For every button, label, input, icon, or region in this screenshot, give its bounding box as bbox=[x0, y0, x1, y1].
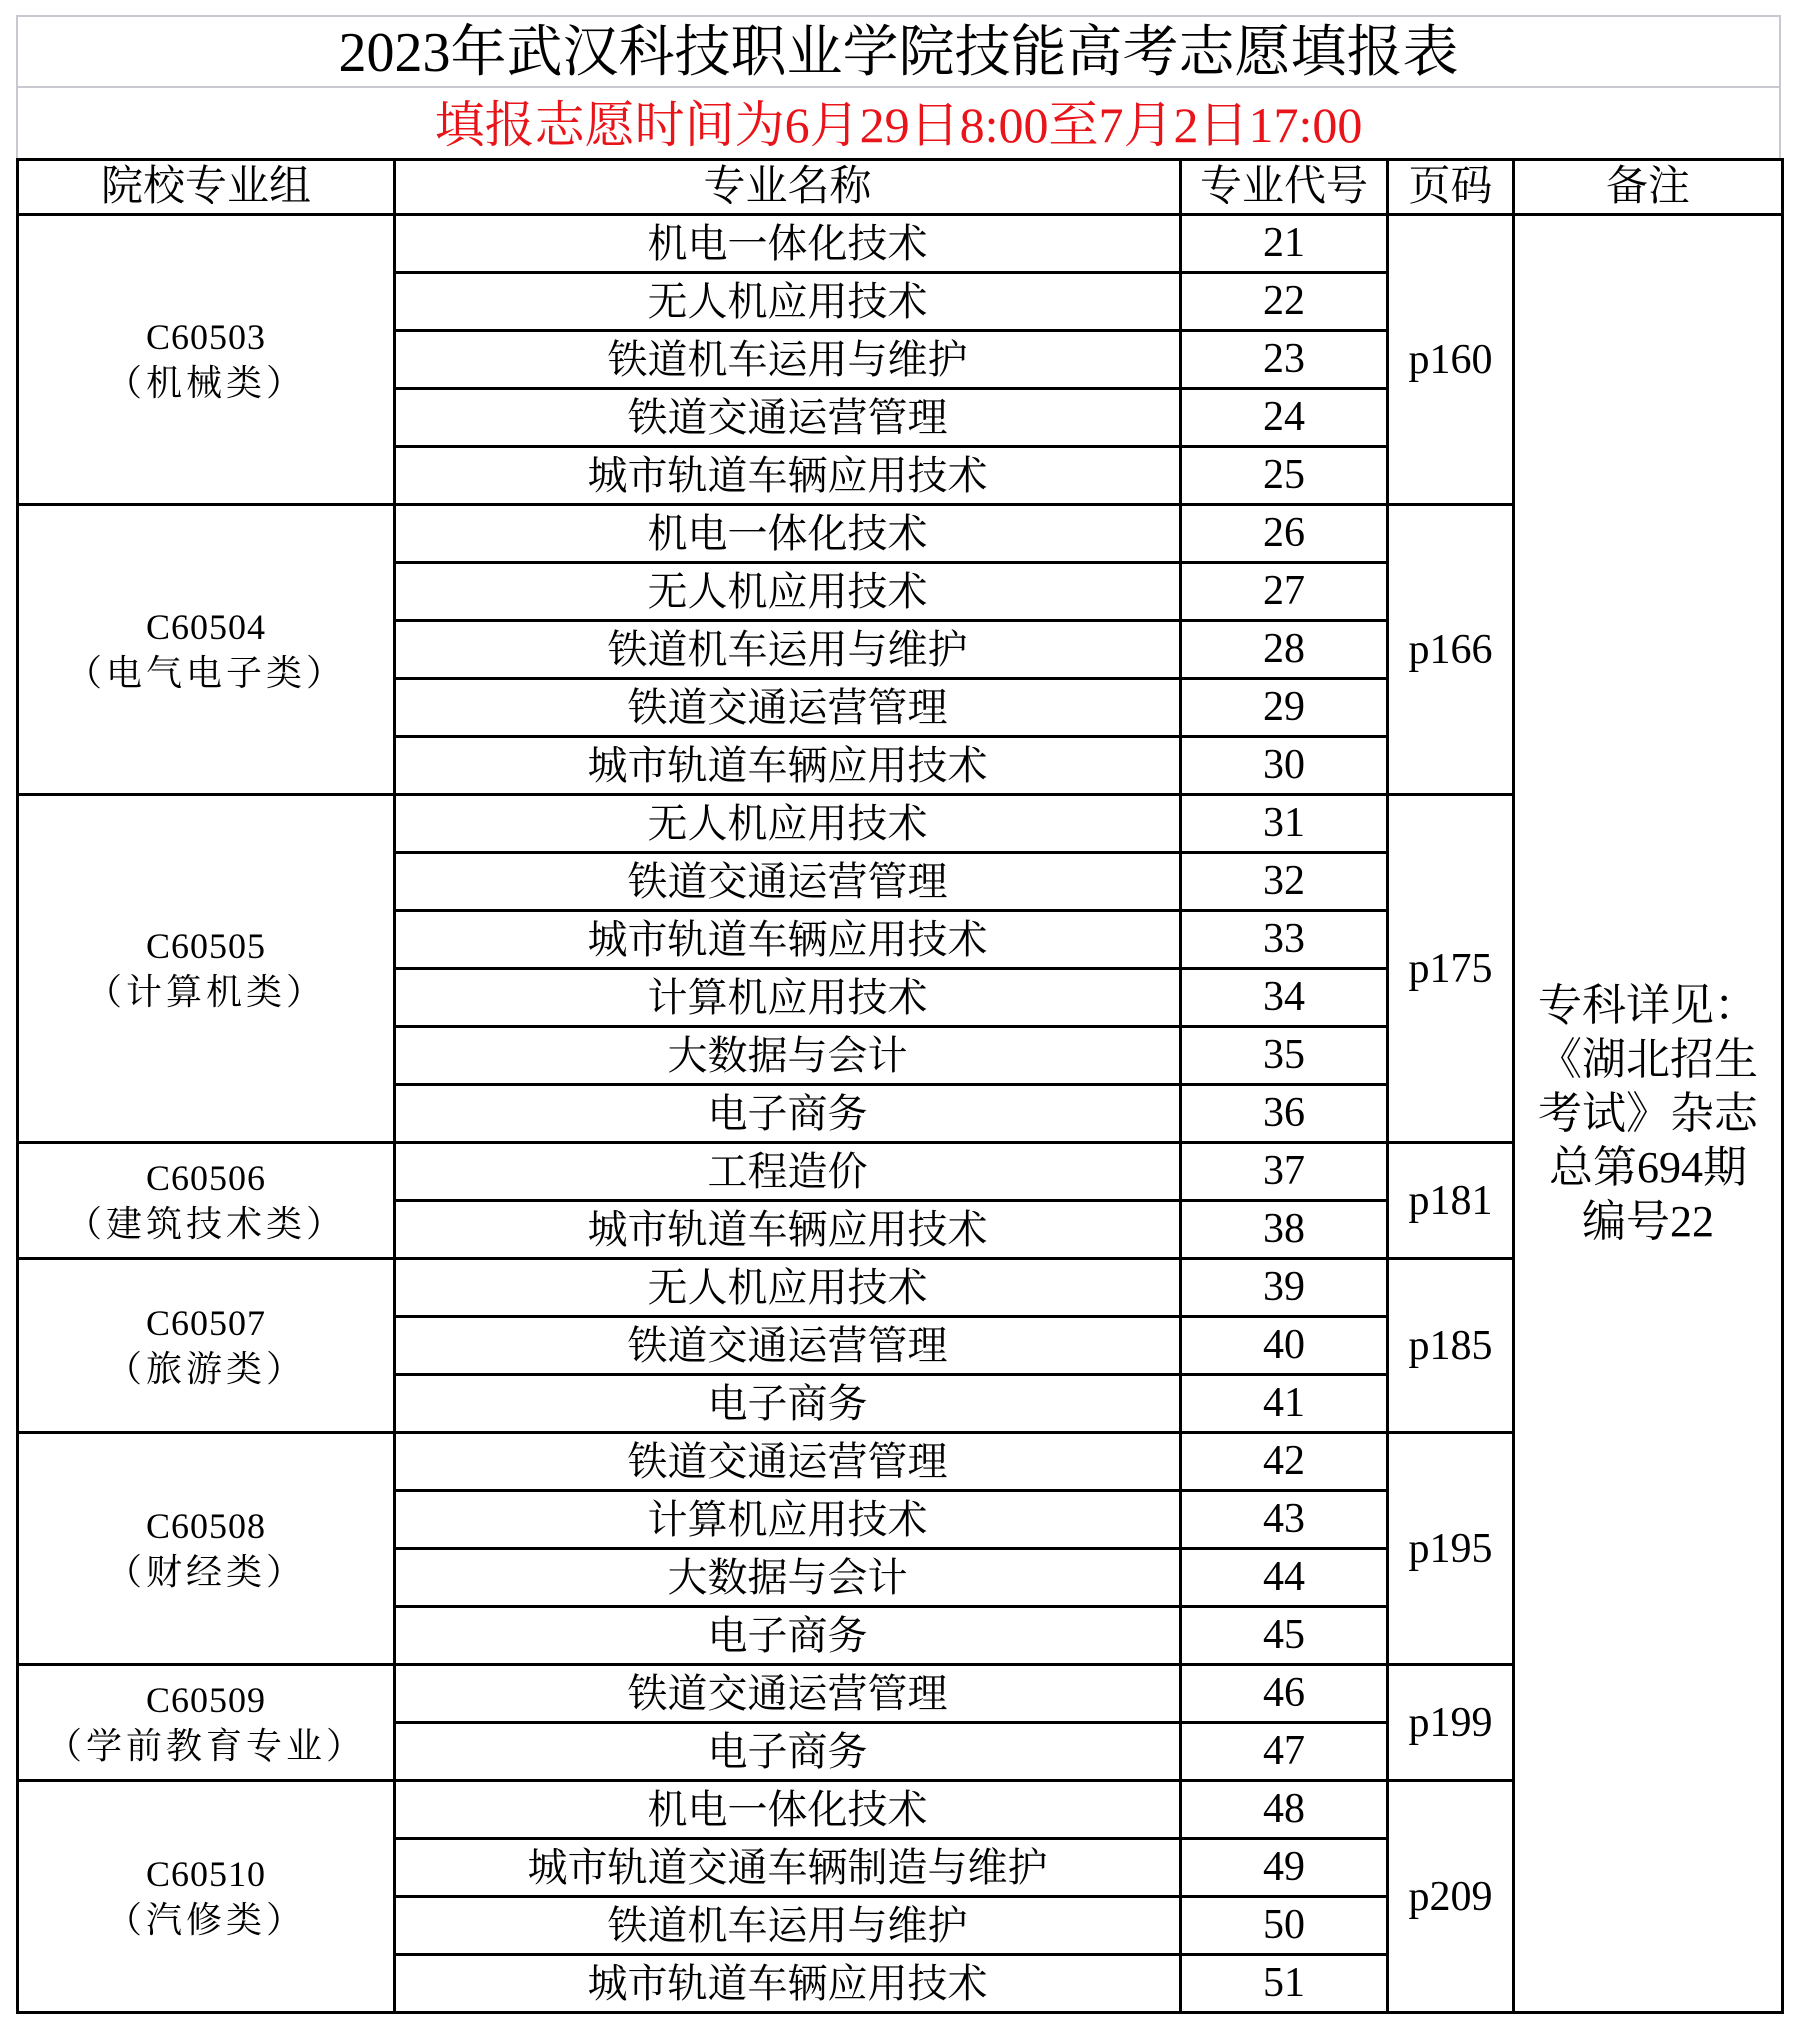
group-cell bbox=[18, 1665, 395, 1781]
major-name: 铁道交通运营管理 bbox=[395, 679, 1181, 737]
majors-table bbox=[16, 158, 1784, 2014]
major-code: 24 bbox=[1181, 389, 1388, 447]
major-name: 机电一体化技术 bbox=[395, 1781, 1181, 1839]
group-cell bbox=[18, 1143, 395, 1259]
major-name: 铁道交通运营管理 bbox=[395, 389, 1181, 447]
major-code: 28 bbox=[1181, 621, 1388, 679]
group-code: C60504 bbox=[145, 606, 266, 647]
header-note: 备注 bbox=[1514, 160, 1783, 215]
major-code: 22 bbox=[1181, 273, 1388, 331]
page-number: p199 bbox=[1388, 1665, 1514, 1781]
major-name: 无人机应用技术 bbox=[395, 795, 1181, 853]
major-name: 城市轨道车辆应用技术 bbox=[395, 1955, 1181, 2013]
major-name: 铁道机车运用与维护 bbox=[395, 621, 1181, 679]
group-code: C60510 bbox=[145, 1853, 266, 1894]
major-code: 29 bbox=[1181, 679, 1388, 737]
major-name: 铁道机车运用与维护 bbox=[395, 331, 1181, 389]
major-code: 38 bbox=[1181, 1201, 1388, 1259]
group-cell bbox=[18, 1781, 395, 2013]
header-major-code: 专业代号 bbox=[1181, 160, 1388, 215]
group-code: C60507 bbox=[145, 1302, 266, 1343]
major-code: 21 bbox=[1181, 215, 1388, 273]
major-code: 26 bbox=[1181, 505, 1388, 563]
table-body bbox=[18, 215, 1783, 2013]
major-name: 铁道机车运用与维护 bbox=[395, 1897, 1181, 1955]
page-number: p195 bbox=[1388, 1433, 1514, 1665]
group-category: （财经类） bbox=[105, 1551, 306, 1592]
group-code: C60503 bbox=[145, 316, 266, 357]
major-name: 无人机应用技术 bbox=[395, 273, 1181, 331]
table-row bbox=[18, 215, 1783, 273]
page-number: p175 bbox=[1388, 795, 1514, 1143]
major-code: 41 bbox=[1181, 1375, 1388, 1433]
major-name: 城市轨道车辆应用技术 bbox=[395, 737, 1181, 795]
major-code: 46 bbox=[1181, 1665, 1388, 1723]
group-cell bbox=[18, 1433, 395, 1665]
major-name: 计算机应用技术 bbox=[395, 1491, 1181, 1549]
major-code: 51 bbox=[1181, 1955, 1388, 2013]
major-code: 25 bbox=[1181, 447, 1388, 505]
major-name: 城市轨道交通车辆制造与维护 bbox=[395, 1839, 1181, 1897]
group-cell bbox=[18, 215, 395, 505]
major-code: 27 bbox=[1181, 563, 1388, 621]
group-cell bbox=[18, 795, 395, 1143]
major-name: 铁道交通运营管理 bbox=[395, 853, 1181, 911]
major-name: 铁道交通运营管理 bbox=[395, 1433, 1181, 1491]
page-number: p160 bbox=[1388, 215, 1514, 505]
major-code: 49 bbox=[1181, 1839, 1388, 1897]
major-name: 无人机应用技术 bbox=[395, 1259, 1181, 1317]
major-code: 42 bbox=[1181, 1433, 1388, 1491]
major-name: 城市轨道车辆应用技术 bbox=[395, 1201, 1181, 1259]
major-name: 电子商务 bbox=[395, 1375, 1181, 1433]
major-code: 34 bbox=[1181, 969, 1388, 1027]
major-name: 城市轨道车辆应用技术 bbox=[395, 911, 1181, 969]
major-code: 48 bbox=[1181, 1781, 1388, 1839]
major-code: 47 bbox=[1181, 1723, 1388, 1781]
major-name: 电子商务 bbox=[395, 1085, 1181, 1143]
major-name: 大数据与会计 bbox=[395, 1027, 1181, 1085]
application-period-notice: 填报志愿时间为6月29日8:00至7月2日17:00 bbox=[16, 88, 1781, 158]
page-number: p185 bbox=[1388, 1259, 1514, 1433]
major-code: 31 bbox=[1181, 795, 1388, 853]
sheet-title: 2023年武汉科技职业学院技能高考志愿填报表 bbox=[16, 15, 1781, 88]
major-code: 23 bbox=[1181, 331, 1388, 389]
major-code: 32 bbox=[1181, 853, 1388, 911]
major-name: 铁道交通运营管理 bbox=[395, 1317, 1181, 1375]
major-code: 45 bbox=[1181, 1607, 1388, 1665]
group-category: （汽修类） bbox=[105, 1899, 306, 1940]
major-code: 50 bbox=[1181, 1897, 1388, 1955]
group-code: C60506 bbox=[145, 1157, 266, 1198]
major-code: 40 bbox=[1181, 1317, 1388, 1375]
major-code: 30 bbox=[1181, 737, 1388, 795]
spreadsheet bbox=[16, 15, 1781, 2014]
group-category: （旅游类） bbox=[105, 1348, 306, 1389]
major-code: 44 bbox=[1181, 1549, 1388, 1607]
group-code: C60509 bbox=[145, 1679, 266, 1720]
major-name: 电子商务 bbox=[395, 1607, 1181, 1665]
major-code: 35 bbox=[1181, 1027, 1388, 1085]
group-cell bbox=[18, 505, 395, 795]
major-code: 33 bbox=[1181, 911, 1388, 969]
remarks-note: 专科详见：《湖北招生考试》杂志总第694期编号22 bbox=[1514, 215, 1783, 2013]
group-code: C60508 bbox=[145, 1505, 266, 1546]
header-group: 院校专业组 bbox=[18, 160, 395, 215]
group-category: （学前教育专业） bbox=[45, 1725, 366, 1766]
major-name: 铁道交通运营管理 bbox=[395, 1665, 1181, 1723]
major-name: 机电一体化技术 bbox=[395, 505, 1181, 563]
major-code: 36 bbox=[1181, 1085, 1388, 1143]
header-major-name: 专业名称 bbox=[395, 160, 1181, 215]
group-category: （建筑技术类） bbox=[65, 1203, 346, 1244]
header-page: 页码 bbox=[1388, 160, 1514, 215]
table-header-row bbox=[18, 160, 1783, 215]
major-code: 43 bbox=[1181, 1491, 1388, 1549]
major-code: 37 bbox=[1181, 1143, 1388, 1201]
page-number: p209 bbox=[1388, 1781, 1514, 2013]
major-code: 39 bbox=[1181, 1259, 1388, 1317]
group-cell bbox=[18, 1259, 395, 1433]
group-category: （电气电子类） bbox=[65, 652, 346, 693]
page-number: p166 bbox=[1388, 505, 1514, 795]
major-name: 无人机应用技术 bbox=[395, 563, 1181, 621]
major-name: 机电一体化技术 bbox=[395, 215, 1181, 273]
group-category: （计算机类） bbox=[85, 971, 326, 1012]
group-code: C60505 bbox=[145, 925, 266, 966]
major-name: 电子商务 bbox=[395, 1723, 1181, 1781]
page-number: p181 bbox=[1388, 1143, 1514, 1259]
major-name: 计算机应用技术 bbox=[395, 969, 1181, 1027]
major-name: 工程造价 bbox=[395, 1143, 1181, 1201]
major-name: 大数据与会计 bbox=[395, 1549, 1181, 1607]
group-category: （机械类） bbox=[105, 362, 306, 403]
major-name: 城市轨道车辆应用技术 bbox=[395, 447, 1181, 505]
